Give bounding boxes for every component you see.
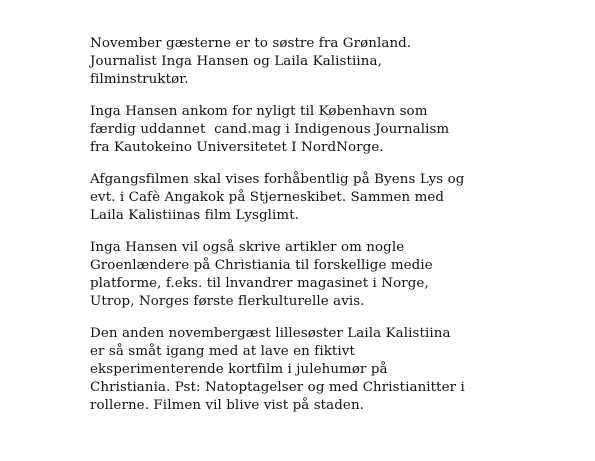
text-line: fra Kautokeino Universitetet I NordNorge. xyxy=(90,140,384,155)
text-line: evt. i Cafè Angakok på Stjerneskibet. Sammen med xyxy=(90,190,445,205)
text-line: Den anden novembergæst lillesøster Laila Kalistiina xyxy=(90,326,451,341)
paragraph-graduation-film xyxy=(90,171,530,225)
text-line: Utrop, Norges første flerkulturelle avis. xyxy=(90,294,365,309)
text-line: Afgangsfilmen skal vises forhåbentlig på Byens Lys og xyxy=(90,172,465,187)
text-line: er så småt igang med at lave en fiktivt xyxy=(90,344,355,359)
paragraph-laila-shortfilm xyxy=(90,325,530,415)
paragraph-articles xyxy=(90,239,530,311)
paragraph-guests-intro xyxy=(90,35,530,89)
text-line: November gæsterne er to søstre fra Grønland. xyxy=(90,36,412,51)
text-line: færdig uddannet cand.mag i Indigenous Journalism xyxy=(90,122,450,137)
text-line: Journalist Inga Hansen og Laila Kalistiina, xyxy=(90,54,382,69)
text-line: Inga Hansen vil også skrive artikler om nogle xyxy=(90,240,405,255)
text-line: eksperimenterende kortfilm i julehumør på xyxy=(90,362,388,377)
document-body xyxy=(90,35,530,429)
text-line: Laila Kalistiinas film Lysglimt. xyxy=(90,208,300,223)
text-line: filminstruktør. xyxy=(90,72,189,87)
text-line: Inga Hansen ankom for nyligt til København som xyxy=(90,104,428,119)
text-line: Groenlændere på Christiania til forskellige medie xyxy=(90,258,433,273)
text-line: platforme, f.eks. til lnvandrer magasinet i Norge, xyxy=(90,276,429,291)
text-line: Christiania. Pst: Natoptagelser og med Christianitter i xyxy=(90,380,465,395)
text-line: rollerne. Filmen vil blive vist på staden. xyxy=(90,398,365,413)
paragraph-inga-arrival xyxy=(90,103,530,157)
